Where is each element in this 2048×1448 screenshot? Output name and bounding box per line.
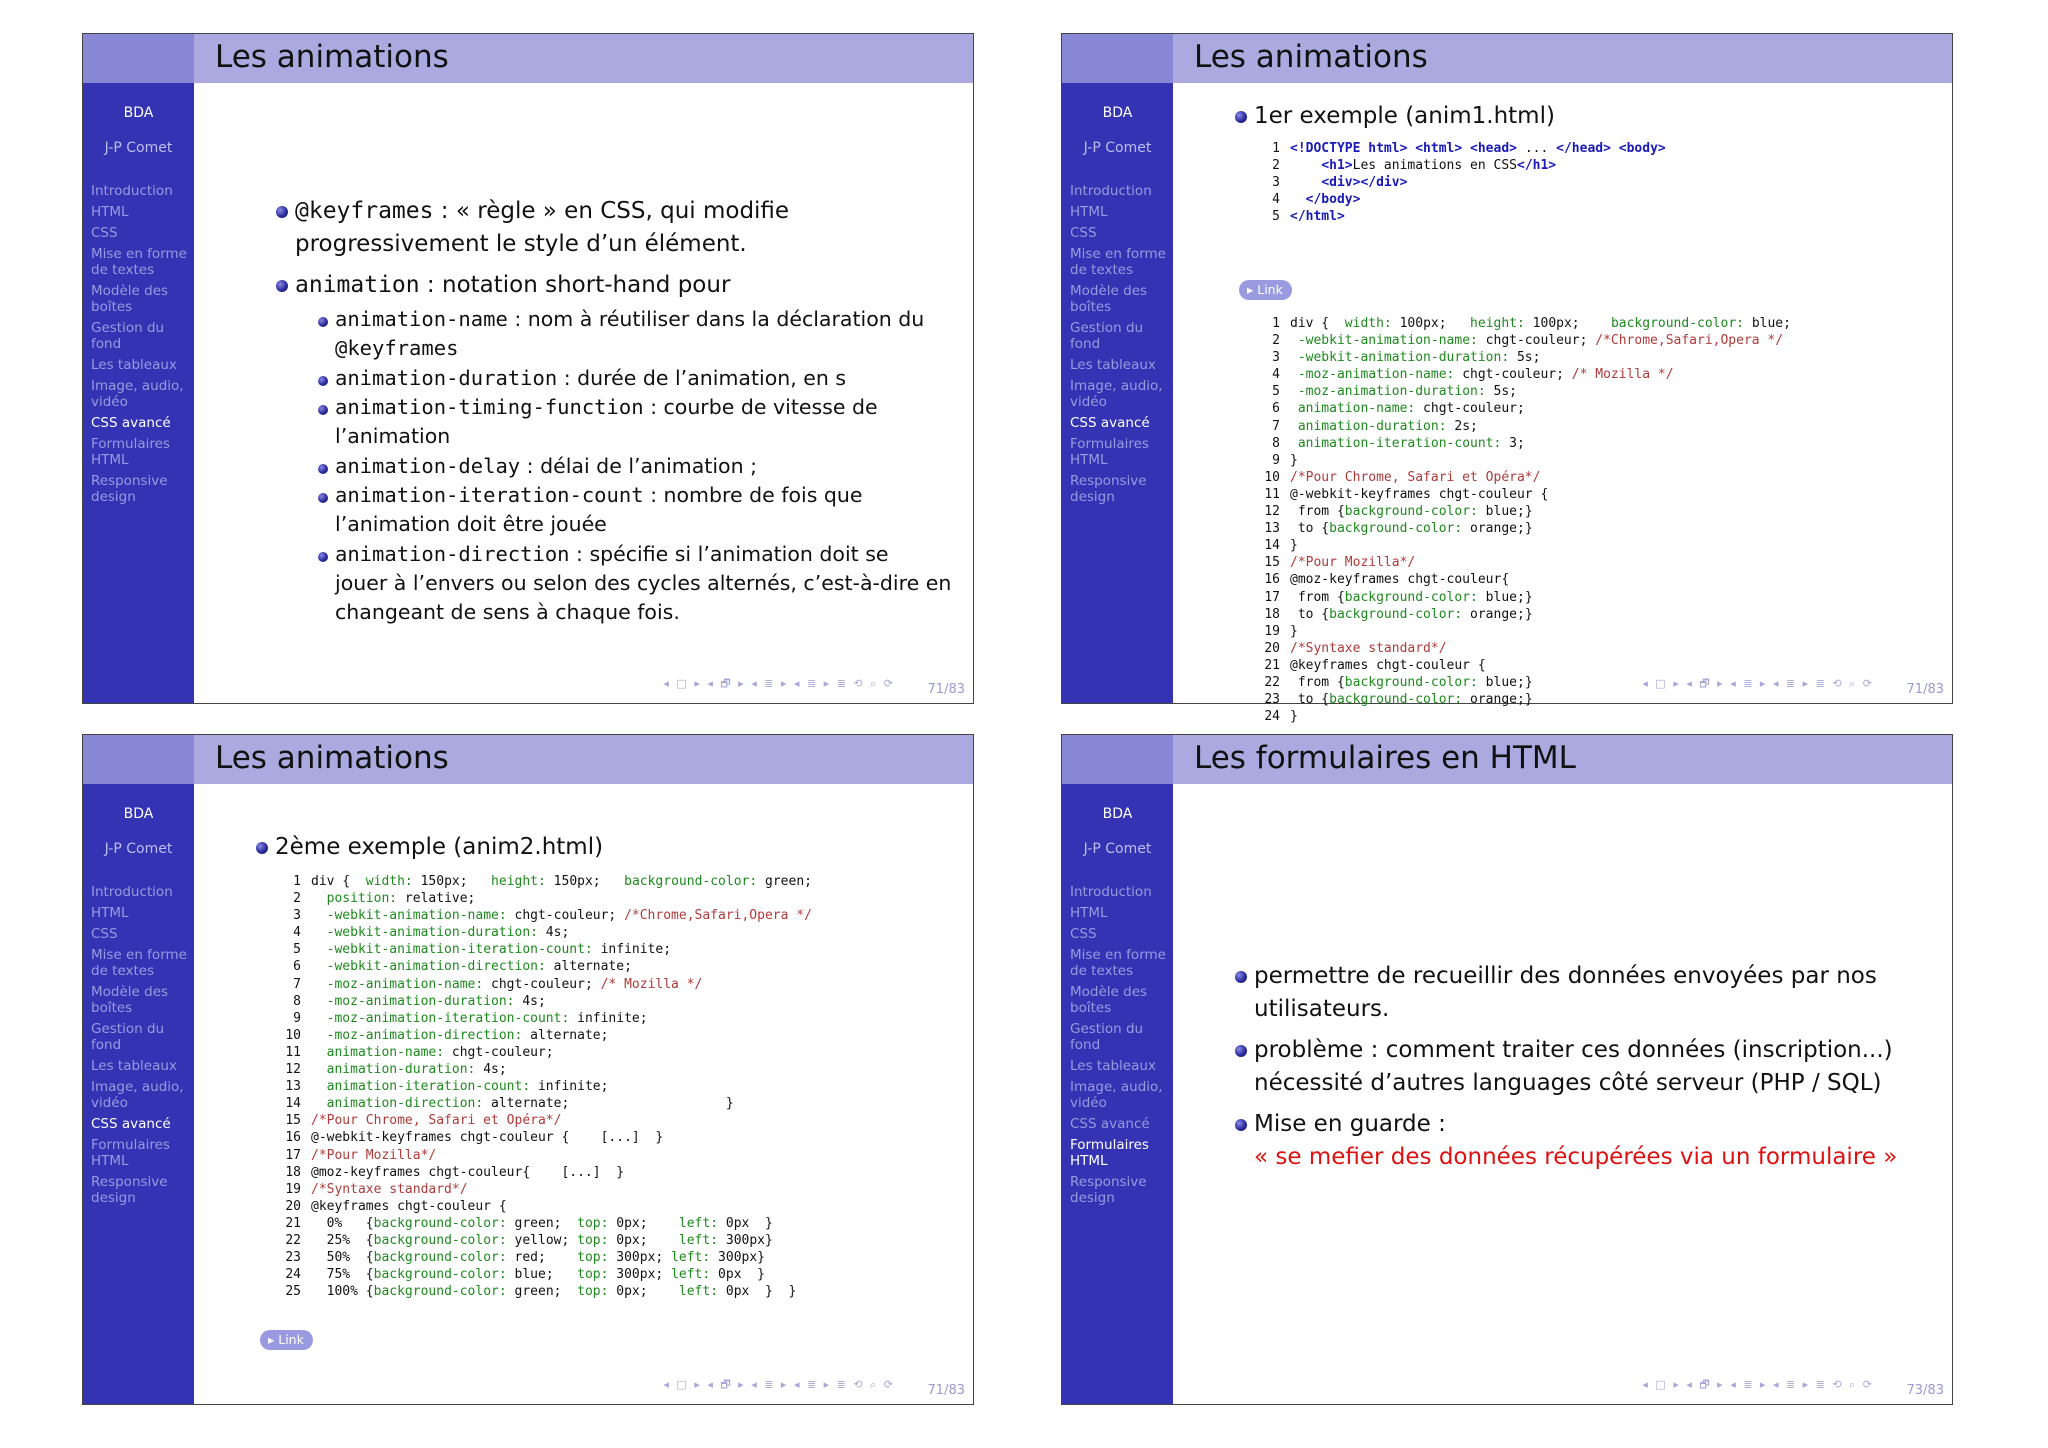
sub-bullet-icon	[318, 552, 328, 562]
sidebar-item-css-avance[interactable]: CSS avancé	[91, 1116, 171, 1132]
sub-animation-delay: animation-delay : délai de l’animation ;	[335, 454, 758, 478]
slide-title: Les formulaires en HTML	[1194, 740, 1576, 776]
slide-content	[194, 784, 973, 1404]
sidebar-item-css[interactable]: CSS	[91, 926, 118, 942]
sidebar-short-title[interactable]: BDA	[123, 806, 154, 822]
sidebar-item-formulaires[interactable]: Formulaires HTML	[1070, 436, 1149, 468]
sidebar-item-fond[interactable]: Gestion du fond	[91, 320, 165, 352]
sub-animation-direction: animation-direction : spécifie si l’animation doit se	[335, 542, 889, 566]
sidebar-item-boites[interactable]: Modèle des boîtes	[1070, 984, 1148, 1016]
code-block-css: 1 div { width: 150px; height: 150px; background-color: green; 2 position: relative; 3 -webkit-animation-name: chgt-couleur; /*Chrome,Safari,Opera */ 4 -webkit-animation-duration: 4s; 5 -webkit-animation-iteration-count: infinite; 6 -webkit-animation-direction: alternate; 7 -moz-animation-name: chgt-couleur; /* Mozilla */ 8 -moz-animation-duration: 4s; 9 -moz-animation-iteration-count: infinite; 10 -moz-animation-direction: alternate; 11 animation-name: chgt-couleur; 12 animation-duration: 4s; 13 animation-iteration-count: infinite; 14 animation-direction: alternate; } 15 /*Pour Chrome, Safari et Opéra*/ 16 @-webkit-keyframes chgt-couleur { [...] } 17 /*Pour Mozilla*/ 18 @moz-keyframes chgt-couleur{ [...] } 19 /*Syntaxe standard*/ 20 @keyframes chgt-couleur { 21 0% {background-color: green; top: 0px; left: 0px } 22 25% {background-color: yellow; top: 0px; left: 300px} 23 50% {background-color: red; top: 300px; left: 300px} 24 75% {background-color: blue; top: 300px; left: 0px } 25 100% {background-color: green; top: 0px; left: 0px } }	[285, 874, 812, 1300]
sidebar-item-boites[interactable]: Modèle des boîtes	[91, 283, 169, 315]
sidebar	[1062, 735, 1173, 1404]
sidebar-item-tableaux[interactable]: Les tableaux	[91, 357, 177, 373]
slide-content	[194, 83, 973, 703]
page-number: 71/83	[927, 1383, 965, 1398]
sidebar-item-textes[interactable]: Mise en forme de textes	[1070, 947, 1166, 979]
sidebar-item-textes[interactable]: Mise en forme de textes	[91, 947, 187, 979]
sub-animation-timing: animation-timing-function : courbe de vitesse de	[335, 395, 878, 419]
sidebar-nav	[91, 884, 191, 1211]
bullet-icon	[256, 842, 268, 854]
sidebar-item-tableaux[interactable]: Les tableaux	[91, 1058, 177, 1074]
sidebar-item-css-avance[interactable]: CSS avancé	[1070, 1116, 1150, 1132]
slide-2	[1061, 33, 1953, 725]
slide-title: Les animations	[215, 39, 449, 75]
example-heading: 1er exemple (anim1.html)	[1254, 103, 1555, 129]
sidebar-item-formulaires[interactable]: Formulaires HTML	[1070, 1137, 1149, 1169]
sidebar-author[interactable]: J-P Comet	[1083, 140, 1152, 156]
sidebar-item-media[interactable]: Image, audio, vidéo	[1070, 378, 1163, 410]
sub-animation-direction-cont: jouer à l’envers ou selon des cycles alternés, c’est-à-dire en	[335, 571, 952, 595]
sidebar-item-css-avance[interactable]: CSS avancé	[1070, 415, 1150, 431]
sidebar-short-title[interactable]: BDA	[1102, 105, 1133, 121]
sidebar-item-formulaires[interactable]: Formulaires HTML	[91, 1137, 170, 1169]
sidebar-item-introduction[interactable]: Introduction	[1070, 884, 1152, 900]
sidebar-item-boites[interactable]: Modèle des boîtes	[91, 984, 169, 1016]
sidebar-item-css[interactable]: CSS	[91, 225, 118, 241]
sidebar-item-tableaux[interactable]: Les tableaux	[1070, 357, 1156, 373]
sidebar-item-fond[interactable]: Gestion du fond	[1070, 320, 1144, 352]
sub-bullet-icon	[318, 376, 328, 386]
sidebar-short-title[interactable]: BDA	[1102, 806, 1133, 822]
title-bar	[1173, 34, 1952, 83]
sidebar-item-textes[interactable]: Mise en forme de textes	[1070, 246, 1166, 278]
slide-title: Les animations	[1194, 39, 1428, 75]
sub-bullet-icon	[318, 317, 328, 327]
sidebar	[1062, 34, 1173, 703]
bullet-icon	[1235, 1045, 1247, 1057]
sidebar-item-introduction[interactable]: Introduction	[91, 884, 173, 900]
sidebar-item-fond[interactable]: Gestion du fond	[91, 1021, 165, 1053]
sidebar	[83, 34, 194, 703]
sidebar-item-css-avance[interactable]: CSS avancé	[91, 415, 171, 431]
sidebar-item-css[interactable]: CSS	[1070, 225, 1097, 241]
sidebar-item-introduction[interactable]: Introduction	[91, 183, 173, 199]
sidebar-item-textes[interactable]: Mise en forme de textes	[91, 246, 187, 278]
bullet-icon	[1235, 1119, 1247, 1131]
title-bar	[194, 34, 973, 83]
sidebar-nav	[91, 183, 191, 510]
sidebar-item-responsive[interactable]: Responsive design	[91, 473, 168, 505]
sub-bullet-icon	[318, 464, 328, 474]
sidebar-nav	[1070, 183, 1170, 510]
bullet-keyframes-cont: progressivement le style d’un élément.	[295, 231, 747, 257]
beamer-nav-icons[interactable]: ◂ □ ▸ ◂ 🗗 ▸ ◂ ≣ ▸ ◂ ≣ ▸ ≣ ⟲ ⌕ ⟳	[1642, 1378, 1874, 1391]
bullet-icon	[276, 206, 288, 218]
sidebar-short-title[interactable]: BDA	[123, 105, 154, 121]
sub-animation-iteration: animation-iteration-count : nombre de fois que	[335, 483, 863, 507]
bullet-recueillir: permettre de recueillir des données envoyées par nos	[1254, 963, 1877, 989]
beamer-nav-icons[interactable]: ◂ □ ▸ ◂ 🗗 ▸ ◂ ≣ ▸ ◂ ≣ ▸ ≣ ⟲ ⌕ ⟳	[663, 677, 895, 690]
bullet-probleme-cont: nécessité d’autres languages côté serveur (PHP / SQL)	[1254, 1070, 1882, 1096]
warning-quote: « se mefier des données récupérées via un formulaire »	[1254, 1144, 1898, 1170]
sidebar-item-fond[interactable]: Gestion du fond	[1070, 1021, 1144, 1053]
slide-3	[82, 734, 974, 1405]
sidebar-author[interactable]: J-P Comet	[104, 841, 173, 857]
sidebar-item-html[interactable]: HTML	[91, 905, 129, 921]
sidebar-item-responsive[interactable]: Responsive design	[1070, 1174, 1147, 1206]
sidebar-item-boites[interactable]: Modèle des boîtes	[1070, 283, 1148, 315]
bullet-probleme: problème : comment traiter ces données (inscription...)	[1254, 1037, 1893, 1063]
slide-1	[82, 33, 974, 704]
sidebar-item-media[interactable]: Image, audio, vidéo	[1070, 1079, 1163, 1111]
bullet-recueillir-cont: utilisateurs.	[1254, 996, 1390, 1022]
sub-animation-timing-cont: l’animation	[335, 424, 451, 448]
code-block-css: 1 div { width: 100px; height: 100px; background-color: blue; 2 -webkit-animation-name: chgt-couleur; /*Chrome,Safari,Opera */ 3 -webkit-animation-duration: 5s; 4 -moz-animation-name: chgt-couleur; /* Mozilla */ 5 -moz-animation-duration: 5s; 6 animation-name: chgt-couleur; 7 animation-duration: 2s; 8 animation-iteration-count: 3; 9 } 10 /*Pour Chrome, Safari et Opéra*/ 11 @-webkit-keyframes chgt-couleur { 12 from {background-color: blue;} 13 to {background-color: orange;} 14 } 15 /*Pour Mozilla*/ 16 @moz-keyframes chgt-couleur{ 17 from {background-color: blue;} 18 to {background-color: orange;} 19 } 20 /*Syntaxe standard*/ 21 @keyframes chgt-couleur { 22 from {background-color: blue;} 23 to {background-color: orange;} 24 }	[1264, 316, 1791, 725]
sub-animation-name: animation-name : nom à réutiliser dans la déclaration du	[335, 307, 925, 331]
link-button[interactable]: ▸ Link	[260, 1330, 313, 1350]
bullet-animation: animation : notation short-hand pour	[295, 272, 731, 298]
sidebar-item-html[interactable]: HTML	[1070, 905, 1108, 921]
sub-animation-duration: animation-duration : durée de l’animation, en s	[335, 366, 847, 390]
sub-animation-direction-cont2: changeant de sens à chaque fois.	[335, 600, 680, 624]
sidebar-item-html[interactable]: HTML	[1070, 204, 1108, 220]
page-number: 71/83	[927, 682, 965, 697]
bullet-icon	[1235, 971, 1247, 983]
sidebar	[83, 735, 194, 1404]
sub-animation-iteration-cont: l’animation doit être jouée	[335, 512, 607, 536]
sidebar-item-tableaux[interactable]: Les tableaux	[1070, 1058, 1156, 1074]
link-button[interactable]: ▸ Link	[1239, 280, 1292, 300]
sub-bullet-icon	[318, 493, 328, 503]
slide-4	[1061, 734, 1953, 1405]
sidebar-nav	[1070, 884, 1170, 1211]
slide-title: Les animations	[215, 740, 449, 776]
bullet-icon	[276, 280, 288, 292]
sidebar-item-media[interactable]: Image, audio, vidéo	[91, 378, 184, 410]
bullet-keyframes: @keyframes : « règle » en CSS, qui modifie	[295, 198, 790, 224]
title-bar	[194, 735, 973, 784]
sidebar-item-css[interactable]: CSS	[1070, 926, 1097, 942]
example-heading: 2ème exemple (anim2.html)	[275, 834, 604, 860]
page-number: 71/83	[1906, 682, 1944, 697]
sidebar-item-formulaires[interactable]: Formulaires HTML	[91, 436, 170, 468]
sidebar-item-responsive[interactable]: Responsive design	[1070, 473, 1147, 505]
beamer-nav-icons[interactable]: ◂ □ ▸ ◂ 🗗 ▸ ◂ ≣ ▸ ◂ ≣ ▸ ≣ ⟲ ⌕ ⟳	[663, 1378, 895, 1391]
sidebar-item-html[interactable]: HTML	[91, 204, 129, 220]
slide-content	[1173, 784, 1952, 1404]
page-number: 73/83	[1906, 1383, 1944, 1398]
slide-content	[1173, 83, 1952, 725]
sub-bullet-icon	[318, 405, 328, 415]
bullet-mise-en-garde: Mise en guarde :	[1254, 1111, 1446, 1137]
sidebar-author[interactable]: J-P Comet	[104, 140, 173, 156]
sidebar-author[interactable]: J-P Comet	[1083, 841, 1152, 857]
sidebar-item-responsive[interactable]: Responsive design	[91, 1174, 168, 1206]
sidebar-item-introduction[interactable]: Introduction	[1070, 183, 1152, 199]
sidebar-item-media[interactable]: Image, audio, vidéo	[91, 1079, 184, 1111]
code-block-html: 1 <!DOCTYPE html> <html> <head> ... </head> <body> 2 <h1>Les animations en CSS</h1> 3 <div></div> 4 </body> 5 </html>	[1272, 141, 1666, 225]
beamer-nav-icons[interactable]: ◂ □ ▸ ◂ 🗗 ▸ ◂ ≣ ▸ ◂ ≣ ▸ ≣ ⟲ ⌕ ⟳	[1642, 677, 1874, 690]
sub-animation-name-cont: @keyframes	[335, 336, 459, 360]
title-bar	[1173, 735, 1952, 784]
bullet-icon	[1235, 111, 1247, 123]
